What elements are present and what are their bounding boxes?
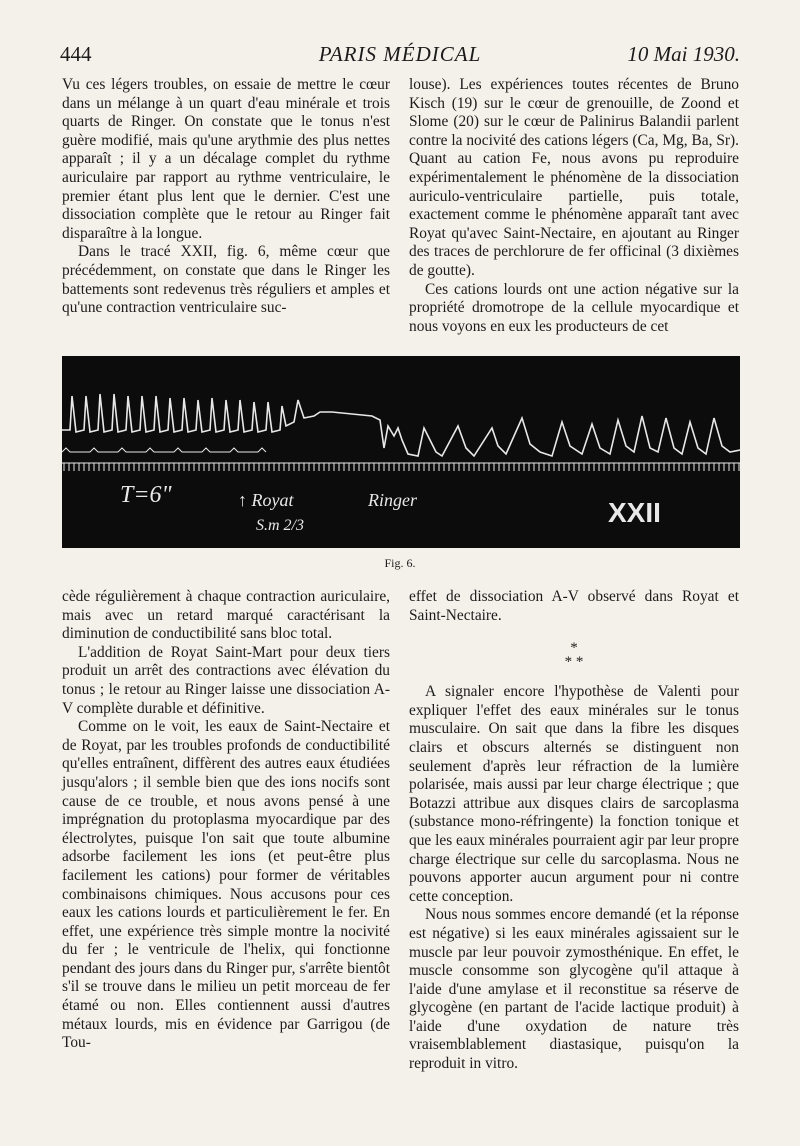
- paragraph: Nous nous sommes encore demandé (et la réponse est négative) si les eaux minérales agissaient sur le muscle par leur pouvoir zymosthénique. En effet, le muscle consomme son glycogène qu'il attaque à l'aide d'une amylase et il reconstitue sa réserve de glycogène (en partant de l'acide lactique produit) à l'aide d'une oxydation de nature très vraisemblablement diastasique, puisqu'on la reproduit in vitro.: [409, 906, 739, 1073]
- paragraph: effet de dissociation A-V observé dans Royat et Saint-Nectaire.: [409, 588, 739, 624]
- trace-number: XXII: [608, 497, 661, 528]
- column-top-right: [409, 76, 739, 336]
- page-number: 444: [60, 42, 92, 66]
- page-header: [60, 42, 740, 72]
- kymograph-trace: [62, 356, 740, 548]
- royat-label: ↑ Royat: [238, 490, 294, 510]
- paragraph: A signaler encore l'hypothèse de Valenti pour expliquer l'effet des eaux minérales sur le tonus musculaire. On sait que dans la fibre les disques clairs et obscurs alternés se distinguent non seulement d'après leur réfraction de la lumière polarisée, mais aussi par leur charge électrique ; que Botazzi attribue aux disques clairs de sarcoplasma (substance mono-réfringente) la fonction tonique et que les eaux minérales pourraient agir par leur propre charge électrique sur celle du sarcoplasma. Nous ne pouvons apporter aucun argument pour ni contre cette conception.: [409, 683, 739, 905]
- column-bottom-left: [62, 588, 390, 1053]
- figure-caption: Fig. 6.: [384, 556, 416, 570]
- paragraph: Ces cations lourds ont une action négative sur la propriété dromotrope de la cellule myocardique et nous voyons en eux les producteurs de cet: [409, 280, 739, 335]
- paragraph: Vu ces légers troubles, on essaie de mettre le cœur dans un mélange à un quart d'eau minérale et trois quarts de Ringer. On constate que le tonus n'est guère modifié, mais qu'une arythmie des plus nettes apparaît ; il y a un décalage complet du rythme auriculaire par rapport au rythme ventriculaire, le premier étant plus lent que le dernier. C'est une dissociation complète que le retour au Ringer fait disparaître à la longue.: [62, 76, 390, 242]
- section-separator: [409, 641, 739, 669]
- separator-stars-bottom: * *: [564, 654, 584, 671]
- ringer-label: Ringer: [368, 490, 417, 510]
- time-ticks: [64, 463, 739, 471]
- auricular-marks: [62, 448, 266, 452]
- paragraph: louse). Les expériences toutes récentes de Bruno Kisch (19) sur le cœur de grenouille, de Zoond et Slome (20) sur le cœur de Palinirus Balandii parlent contre la nocivité des cations légers (Ca, Mg, Ba, Sr). Quant au cation Fe, nous avons pu reproduire expérimentalement le phénomène de la dissociation auriculo-ventriculaire partielle, puis totale, exactement comme le phénomène apparaît tant avec Royat qu'avec Saint-Nectaire, en ajoutant au Ringer des traces de perchlorure de fer officinal (3 dixièmes de goutte).: [409, 76, 739, 279]
- fraction-label: S.m 2/3: [256, 517, 304, 534]
- ventricular-trace: [62, 394, 740, 456]
- journal-title: PARIS MÉDICAL: [318, 42, 482, 66]
- time-label: T=6": [120, 482, 172, 508]
- paragraph: Comme on le voit, les eaux de Saint-Nectaire et de Royat, par les troubles profonds de conductibilité qu'elles entraînent, diffèrent des autres eaux étudiées jusqu'alors ; il semble bien que des ions nocifs sont cause de ce trouble, et nous avons pensé à une imprégnation du protoplasma myocardique par des électrolytes, puisque l'on sait que toute albumine adsorbe facilement les ions (et peut-être plus facilement les cations) pour former de véritables combinaisons chimiques. Nous accusons pour ces eaux les cations lourds et particulièrement le fer. En effet, une expérience très simple montre la nocivité du fer ; le ventricule de l'helix, qui fonctionne pendant des jours dans du Ringer pur, s'arrête bientôt s'il se trouve dans le milieu un petit morceau de fer étamé ou non. Elles contiennent aussi d'autres métaux lourds, mis en évidence par Garrigou (de Tou-: [62, 718, 390, 1052]
- column-bottom-right: [409, 588, 739, 1074]
- figure-6-trace: [62, 356, 740, 548]
- separator-star-top: *: [570, 640, 578, 657]
- paragraph: L'addition de Royat Saint-Mart pour deux tiers produit un arrêt des contractions avec élévation du tonus ; le retour au Ringer laisse une dissociation A-V complète durable et définitive.: [62, 643, 390, 717]
- column-top-left: [62, 76, 390, 318]
- issue-date: 10 Mai 1930.: [627, 42, 740, 66]
- paragraph: Dans le tracé XXII, fig. 6, même cœur que précédemment, on constate que dans le Ringer les battements sont redevenus très réguliers et amples et qu'une contraction ventriculaire suc-: [62, 243, 390, 317]
- paragraph: cède régulièrement à chaque contraction auriculaire, mais avec un retard marqué caractérisant la diminution de conductibilité sans bloc total.: [62, 588, 390, 643]
